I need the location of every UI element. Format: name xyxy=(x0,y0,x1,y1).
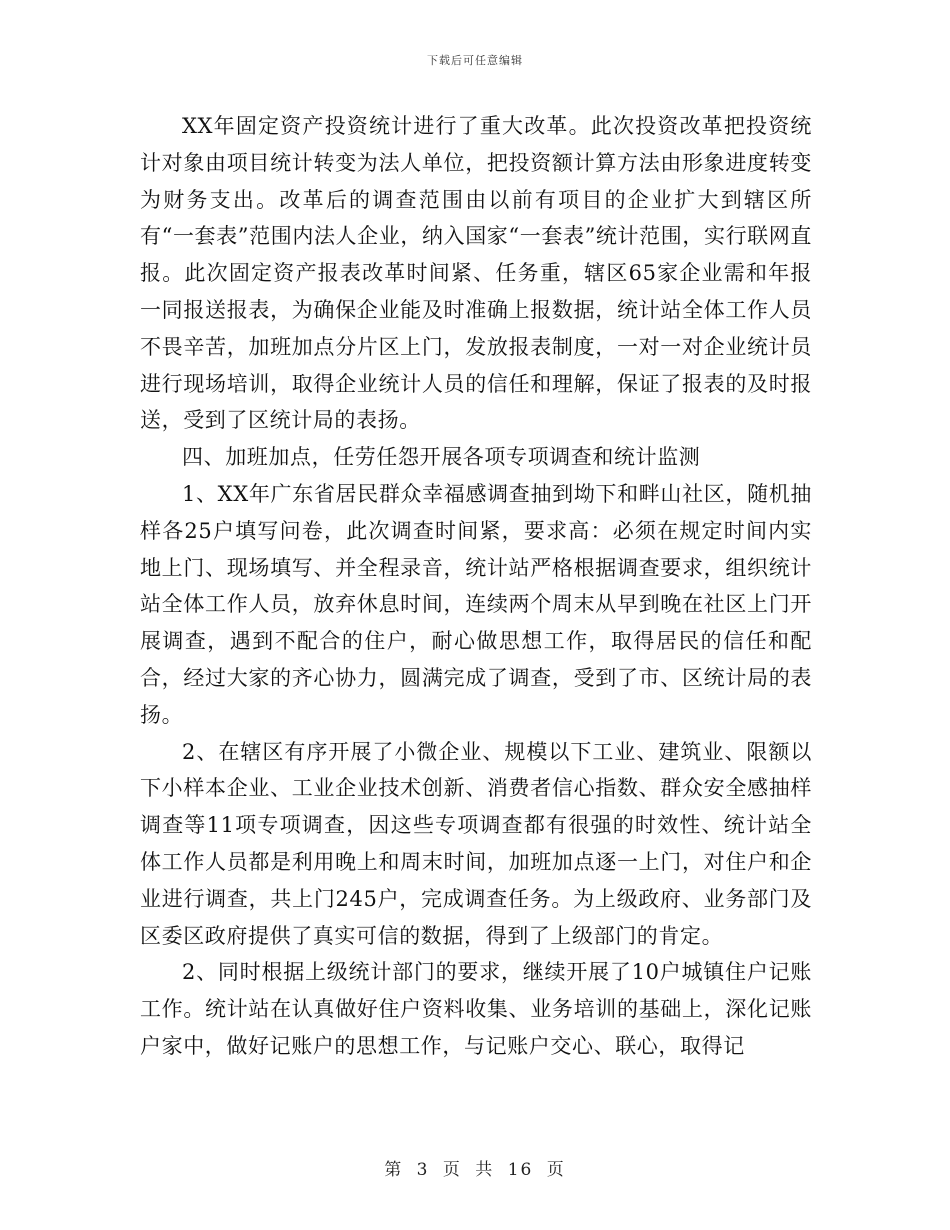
page-header: 下载后可任意编辑 xyxy=(427,54,523,67)
paragraph-happiness-survey: 1、XX年广东省居民群众幸福感调查抽到坳下和畔山社区，随机抽样各25户填写问卷，此次调查时间紧，要求高：必须在规定时间内实地上门、现场填写、并全程录音，统计站严格根据调查要求，组织统计站全体工作人员，放弃休息时间，连续两个周末从早到晚在社区上门开展调查，遇到不配合的住户，耐心做思想工作，取得居民的信任和配合，经过大家的齐心协力，圆满完成了调查，受到了市、区统计局的表扬。 xyxy=(140,481,812,727)
section-heading-surveys: 四、加班加点，任劳任怨开展各项专项调查和统计监测 xyxy=(182,445,701,470)
document-body xyxy=(140,108,812,1065)
page-number-footer: 第 3 页 共 16 页 xyxy=(384,1160,566,1180)
paragraph-special-surveys: 2、在辖区有序开展了小微企业、规模以下工业、建筑业、限额以下小样本企业、工业企业技术创新、消费者信心指数、群众安全感抽样调查等11项专项调查，因这些专项调查都有很强的时效性、统计站全体工作人员都是利用晚上和周末时间，加班加点逐一上门，对住户和企业进行调查，共上门245户，完成调查任务。为上级政府、业务部门及区委区政府提供了真实可信的数据，得到了上级部门的肯定。 xyxy=(140,739,812,948)
paragraph-household-accounts: 2、同时根据上级统计部门的要求，继续开展了10户城镇住户记账工作。统计站在认真做好住户资料收集、业务培训的基础上，深化记账户家中，做好记账户的思想工作，与记账户交心、联心，取得记 xyxy=(140,960,812,1058)
paragraph-investment-reform: XX年固定资产投资统计进行了重大改革。此次投资改革把投资统计对象由项目统计转变为法人单位，把投资额计算方法由形象进度转变为财务支出。改革后的调查范围由以前有项目的企业扩大到辖区所有“一套表”范围内法人企业，纳入国家“一套表”统计范围，实行联网直报。此次固定资产报表改革时间紧、任务重，辖区65家企业需和年报一同报送报表，为确保企业能及时准确上报数据，统计站全体工作人员不畏辛苦，加班加点分片区上门，发放报表制度，一对一对企业统计员进行现场培训，取得企业统计人员的信任和理解，保证了报表的及时报送，受到了区统计局的表扬。 xyxy=(140,114,812,433)
